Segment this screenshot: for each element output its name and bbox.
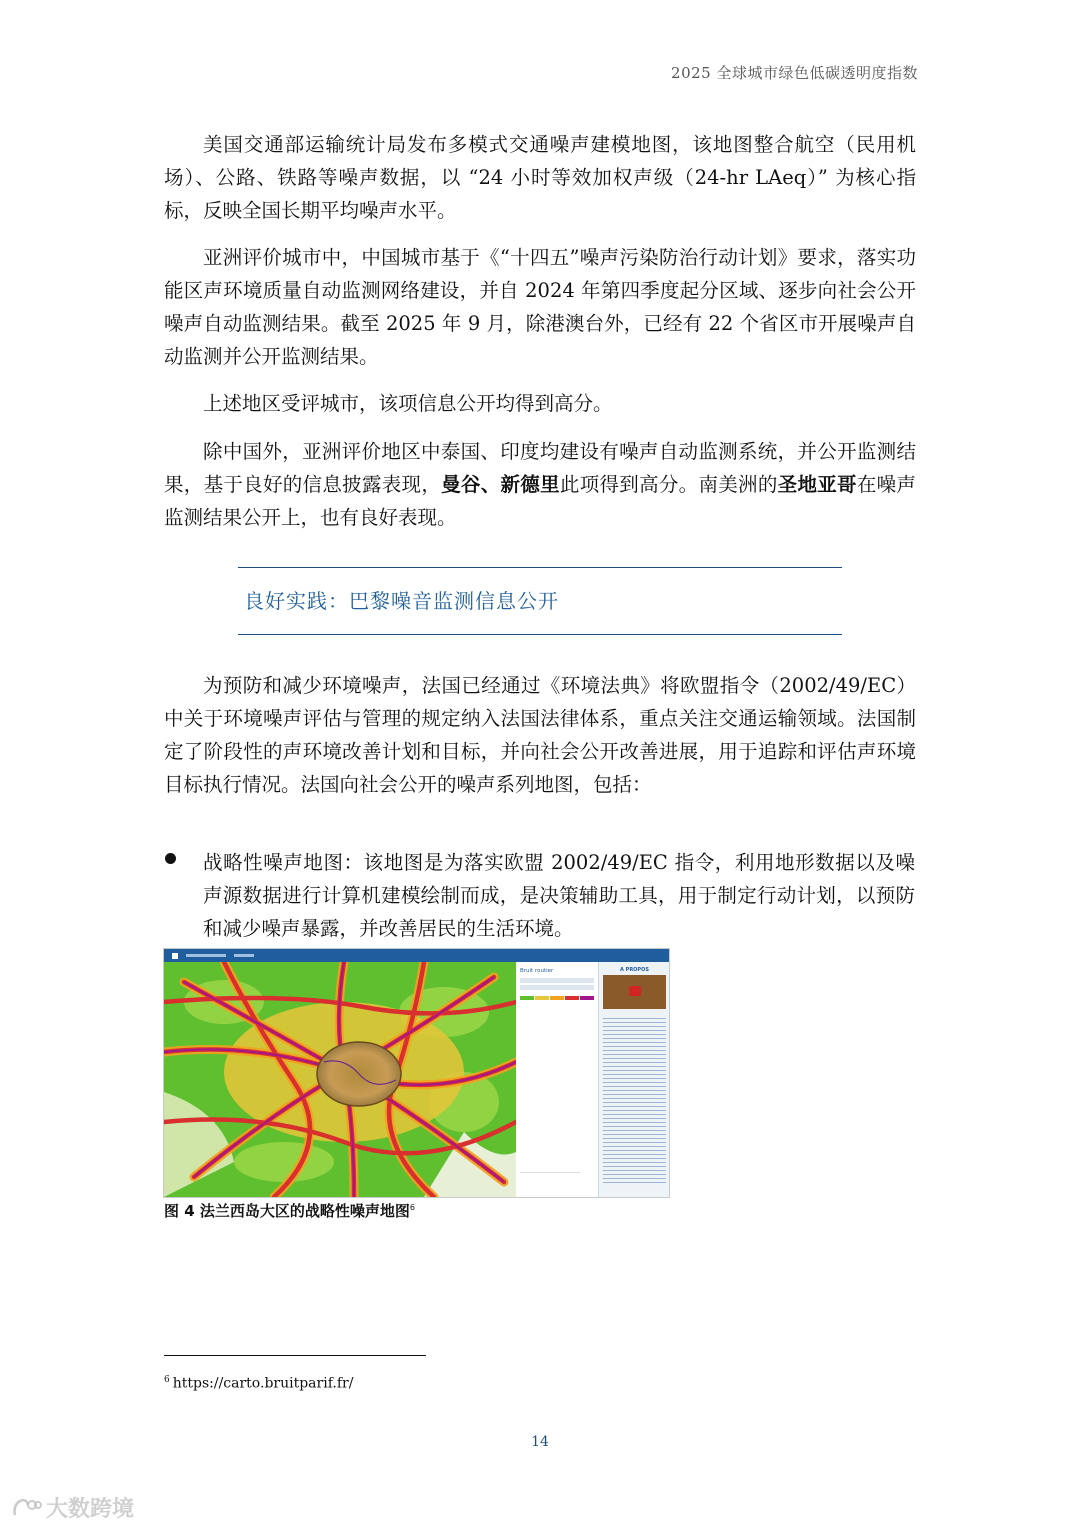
legend-swatch — [520, 996, 534, 1000]
toolbar-menu-placeholder — [234, 954, 254, 957]
noise-map-graphic — [164, 962, 516, 1197]
figure-caption — [164, 1200, 415, 1221]
watermark-logo-icon — [12, 1497, 42, 1519]
legend-swatch — [565, 996, 579, 1000]
footnote-number: 6 — [164, 1375, 170, 1385]
watermark — [12, 1492, 134, 1523]
map-toolbar — [164, 949, 670, 962]
paragraph-1: 美国交通部运输统计局发布多模式交通噪声建模地图，该地图整合航空（民用机场）、公路、铁路等噪声数据，以 “24 小时等效加权声级（24-hr LAeq）” 为核心指标，反映全国长期平均噪声水平。 — [164, 133, 916, 222]
paragraph-5: 为预防和减少环境噪声，法国已经通过《环境法典》将欧盟指令（2002/49/EC）中关于环境噪声评估与管理的规定纳入法国法律体系，重点关注交通运输领域。法国制定了阶段性的声环境改善计划和目标，并向社会公开改善进展，用于追踪和评估声环境目标执行情况。法国向社会公开的噪声系列地图，包括： — [164, 674, 916, 796]
footnote-link[interactable]: https://carto.bruitparif.fr/ — [172, 1375, 354, 1392]
play-icon — [629, 986, 641, 996]
legend-title: Bruit routier — [520, 968, 554, 974]
legend-tab-row — [520, 978, 594, 983]
paragraph-4-part-d: 在噪声监测结果公开上，也有良好表现。 — [164, 473, 916, 529]
paragraph-2: 亚洲评价城市中，中国城市基于《“十四五”噪声污染防治行动计划》要求，落实功能区声环境质量自动监测网络建设，并自 2024 年第四季度起分区域、逐步向社会公开噪声自动监测结果。截至 2025 年 9 月，除港澳台外，已经有 22 个省区市开展噪声自动监测并公开监测结果。 — [164, 246, 916, 368]
paragraph-4 — [164, 435, 916, 534]
page-number: 14 — [531, 1434, 549, 1450]
legend-tab-row-2 — [520, 985, 594, 990]
city-santiago: 圣地亚哥 — [777, 473, 857, 496]
about-text-block — [603, 1015, 666, 1185]
caption-note: 6 — [409, 1203, 415, 1212]
box-title: 良好实践：巴黎噪音监测信息公开 — [244, 589, 559, 613]
legend-sources — [520, 1172, 580, 1187]
box-bottom-rule — [238, 634, 842, 635]
paragraph-3: 上述地区受评城市，该项信息公开均得到高分。 — [203, 392, 613, 415]
noise-map — [164, 962, 516, 1197]
footnote-rule — [164, 1355, 426, 1356]
bullet-item-1: 战略性噪声地图：该地图是为落实欧盟 2002/49/EC 指令，利用地形数据以及噪声源数据进行计算机建模绘制而成，是决策辅助工具，用于制定行动计划，以预防和减少噪声暴露，并改善居民的生活环境。 — [203, 851, 915, 940]
watermark-text: 大数跨境 — [46, 1497, 135, 1522]
paragraph-4-part-a: 除中国外，亚洲评价地区中泰国、印度均建设有噪声自动监测系统，并公开监测结果，基于良好的信息披露表现， — [164, 440, 916, 496]
paragraph-4-part-c: 此项得到高分。南美洲的 — [559, 473, 778, 496]
toolbar-title-placeholder — [186, 954, 226, 957]
legend-swatch — [535, 996, 549, 1000]
page-header: 2025 全球城市绿色低碳透明度指数 — [671, 64, 918, 82]
city-new-delhi: 新德里 — [500, 473, 560, 496]
map-about-panel — [598, 962, 670, 1197]
box-top-rule — [238, 567, 842, 568]
legend-color-scale — [520, 996, 594, 1000]
about-title: A PROPOS — [620, 967, 649, 973]
map-legend-panel — [516, 962, 598, 1197]
about-video-thumbnail[interactable] — [603, 975, 666, 1009]
city-separator: 、 — [480, 473, 501, 496]
caption-text: 图 4 法兰西岛大区的战略性噪声地图 — [164, 1202, 410, 1220]
bullet-dot — [165, 853, 176, 864]
legend-swatch — [580, 996, 594, 1000]
noise-map-screenshot — [163, 948, 670, 1198]
footnote — [164, 1375, 353, 1392]
legend-swatch — [550, 996, 564, 1000]
app-logo-icon — [172, 953, 178, 959]
city-bangkok: 曼谷 — [441, 473, 481, 496]
